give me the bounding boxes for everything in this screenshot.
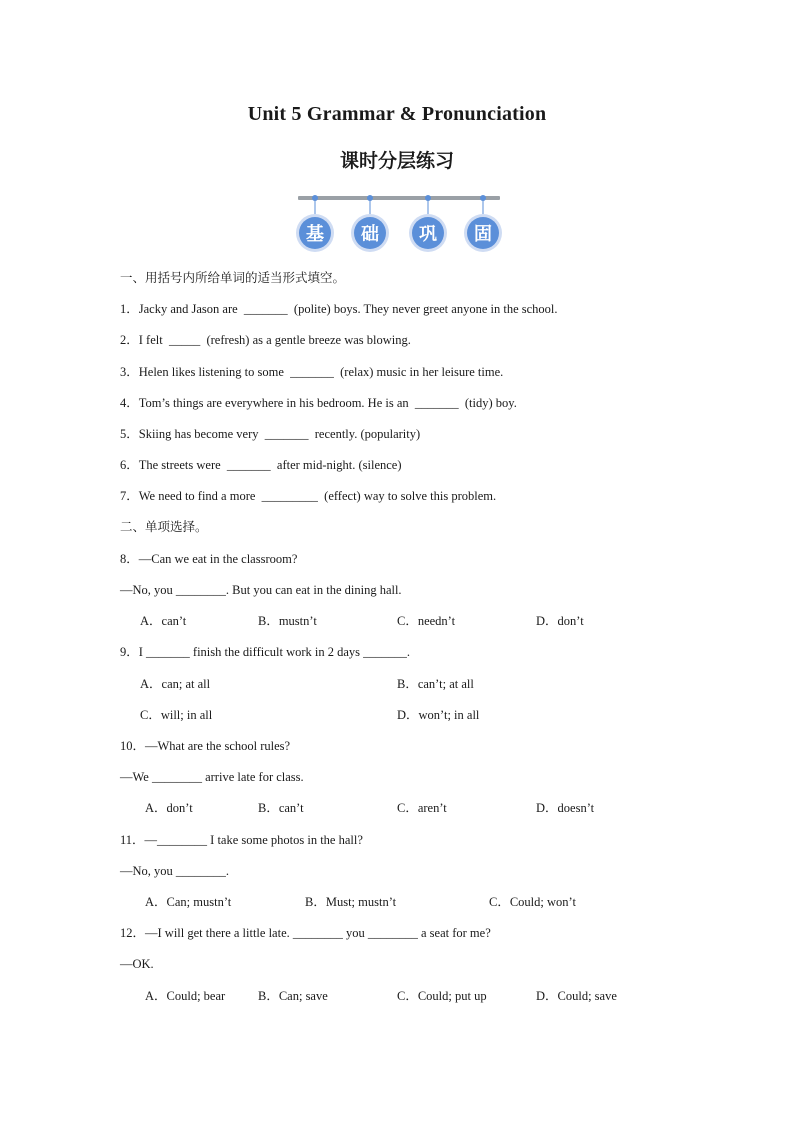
question-11-reply: —No, you ________. [120, 864, 230, 878]
page-title: Unit 5 Grammar & Pronunciation [247, 103, 547, 125]
option-d: D．Could; save [536, 989, 617, 1003]
badge-label: 础 [361, 224, 379, 245]
option-c: C．aren’t [397, 801, 447, 815]
question-1: 1．Jacky and Jason are _______ (polite) boys. They never greet anyone in the school. [120, 302, 558, 316]
badge-label: 固 [474, 224, 492, 245]
option-b: B．mustn’t [258, 614, 317, 628]
question-10-reply: —We ________ arrive late for class. [120, 770, 304, 784]
option-d: D．don’t [536, 614, 584, 628]
question-4: 4．Tom’s things are everywhere in his bedroom. He is an _______ (tidy) boy. [120, 396, 517, 410]
page-subtitle: 课时分层练习 [339, 150, 454, 172]
question-3: 3．Helen likes listening to some _______ (relax) music in her leisure time. [120, 365, 504, 379]
option-a: A．Could; bear [145, 989, 226, 1003]
question-7: 7．We need to find a more _________ (effect) way to solve this problem. [120, 489, 497, 503]
banner-badge-3 [409, 195, 447, 252]
option-b: B．Can; save [258, 989, 328, 1003]
section-heading: 二、单项选择。 [120, 519, 208, 534]
option-b: B．can’t [258, 801, 304, 815]
option-b: B．Must; mustn’t [305, 895, 397, 909]
question-8-reply: —No, you ________. But you can eat in the dining hall. [120, 583, 402, 597]
question-5: 5．Skiing has become very _______ recently. (popularity) [120, 427, 421, 441]
question-10: 10．—What are the school rules? [120, 739, 291, 753]
option-d: D．doesn’t [536, 801, 595, 815]
option-d: D．won’t; in all [397, 708, 480, 722]
option-a: A．can; at all [140, 677, 211, 691]
question-12: 12．—I will get there a little late. ________ you ________ a seat for me? [120, 926, 491, 940]
option-a: A．Can; mustn’t [145, 895, 232, 909]
section-heading: 一、用括号内所给单词的适当形式填空。 [120, 270, 346, 285]
option-c: C．Could; put up [397, 989, 487, 1003]
option-a: A．can’t [140, 614, 187, 628]
option-c: C．Could; won’t [489, 895, 576, 909]
section-banner [294, 190, 504, 256]
banner-badge-1 [296, 195, 334, 252]
question-6: 6．The streets were _______ after mid-night. (silence) [120, 458, 402, 472]
question-9: 9．I _______ finish the difficult work in 2 days _______. [120, 645, 411, 659]
question-11: 11．—________ I take some photos in the hall? [120, 833, 363, 847]
option-c: C．needn’t [397, 614, 456, 628]
option-b: B．can’t; at all [397, 677, 474, 691]
banner-badge-4 [464, 195, 502, 252]
banner-bar [298, 196, 500, 200]
option-c: C．will; in all [140, 708, 213, 722]
question-8: 8．—Can we eat in the classroom? [120, 552, 298, 566]
question-12-reply: —OK. [120, 957, 154, 971]
badge-label: 基 [306, 224, 324, 245]
question-2: 2．I felt _____ (refresh) as a gentle breeze was blowing. [120, 333, 411, 347]
badge-label: 巩 [419, 224, 437, 245]
option-a: A．don’t [145, 801, 193, 815]
banner-badge-2 [351, 195, 389, 252]
